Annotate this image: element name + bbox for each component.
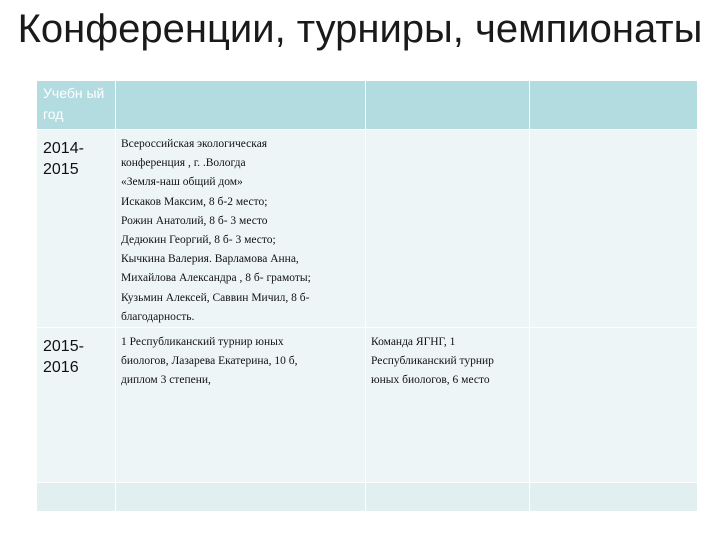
text-line: диплом 3 степени, <box>121 374 211 387</box>
table-row <box>37 328 698 483</box>
text-line: Республиканский турнир <box>371 355 494 368</box>
achievements-table <box>36 80 698 512</box>
events-text <box>116 130 365 327</box>
text-line: юных биологов, 6 место <box>371 374 490 387</box>
slide-title: Конференции, турниры, чемпионаты <box>17 7 703 51</box>
table-row <box>37 130 698 328</box>
text-line: Рожин Анатолий, 8 б- 3 место <box>121 214 268 227</box>
text-line: Михайлова Александра , 8 б- грамоты; <box>121 272 311 285</box>
text-line: Команда ЯГНГ, 1 <box>371 336 456 349</box>
events-cell <box>116 130 366 328</box>
team-cell <box>366 130 530 328</box>
year-cell <box>37 328 116 483</box>
text-line: 1 Республиканский турнир юных <box>121 336 284 349</box>
text-line: Искаков Максим, 8 б-2 место; <box>121 195 268 208</box>
year-cell <box>37 483 116 512</box>
year-cell <box>37 130 116 328</box>
team-text <box>366 328 529 391</box>
year-value: 2015-2016 <box>43 338 84 377</box>
header-year: Учебн ый год <box>37 81 116 130</box>
table-header-row <box>37 81 698 130</box>
events-cell <box>116 328 366 483</box>
extra-cell <box>530 328 698 483</box>
extra-cell <box>530 130 698 328</box>
header-col-4 <box>530 81 698 130</box>
extra-cell <box>530 483 698 512</box>
team-cell <box>366 483 530 512</box>
year-value: 2014-2015 <box>43 140 84 178</box>
text-line: Всероссийская экологическая <box>121 138 268 150</box>
text-line: Дедюкин Георгий, 8 б- 3 место; <box>121 234 276 247</box>
text-line: Кузьмин Алексей, Саввин Мичил, 8 б- <box>121 291 310 304</box>
header-col-2 <box>116 81 366 130</box>
text-line: «Земля-наш общий дом» <box>121 176 243 189</box>
text-line: благодарность. <box>121 310 195 323</box>
events-cell <box>116 483 366 512</box>
text-line: Кычкина Валерия. Варламова Анна, <box>121 253 299 266</box>
achievements-table-wrap <box>36 80 697 512</box>
events-text <box>116 328 365 391</box>
team-cell <box>366 328 530 483</box>
header-col-3 <box>366 81 530 130</box>
text-line: биологов, Лазарева Екатерина, 10 б, <box>121 355 298 368</box>
text-line: конференция , г. .Вологда <box>121 157 246 170</box>
table-row <box>37 483 698 512</box>
